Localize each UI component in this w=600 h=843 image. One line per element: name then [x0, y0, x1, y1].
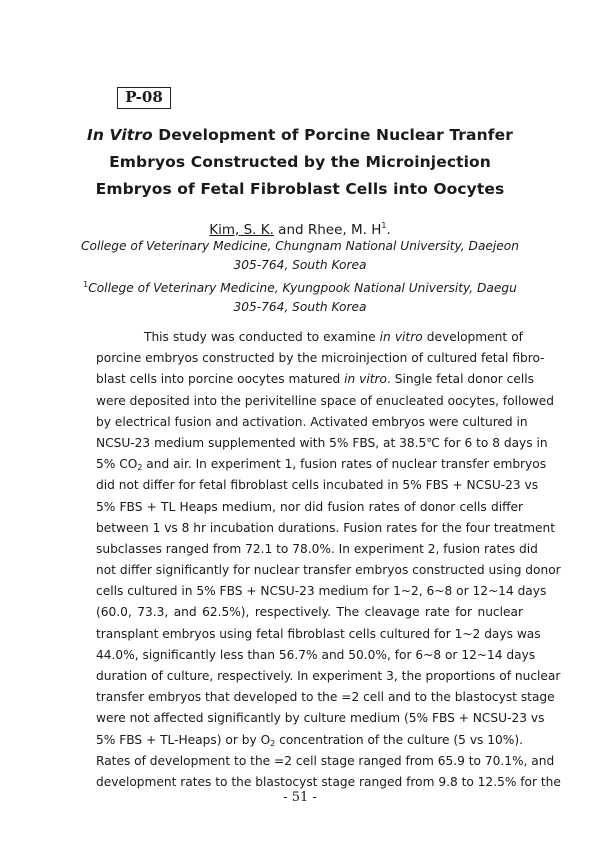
- abstract-text: This study was conducted to examine: [144, 330, 380, 344]
- title-line-1: [87, 126, 513, 144]
- abstract-line: [96, 730, 523, 751]
- abstract-line: not differ significantly for nuclear transfer embryos constructed using donor: [96, 563, 561, 578]
- abstract-line: by electrical fusion and activation. Activated embryos were cultured in: [96, 414, 528, 429]
- author-superscript: 1: [381, 221, 387, 230]
- abstract-line: transfer embryos that developed to the =2 cell and to the blastocyst stage: [96, 690, 555, 705]
- abstract-text: 5% CO: [96, 457, 138, 472]
- paper-code-box: P-08: [117, 87, 171, 109]
- affiliation-2-text: College of Veterinary Medicine, Kyungpook National University, Daegu: [88, 281, 517, 295]
- abstract-text: concentration of the culture (5 vs 10%).: [275, 732, 523, 747]
- abstract-text: and air. In experiment 1, fusion rates of nuclear transfer embryos: [142, 457, 547, 472]
- other-authors: and Rhee, M. H: [273, 222, 382, 238]
- abstract-subscript: 2: [270, 738, 276, 748]
- abstract-text: development of: [422, 330, 523, 344]
- first-author: Kim, S. K.: [209, 222, 274, 238]
- affiliation-2-superscript: 1: [83, 280, 89, 289]
- title-line-1-rest: Development of Porcine Nuclear Tranfer: [152, 126, 513, 144]
- author-end: .: [386, 222, 391, 238]
- abstract-line: Rates of development to the =2 cell stage ranged from 65.9 to 70.1%, and: [96, 753, 555, 768]
- abstract-line: NCSU-23 medium supplemented with 5% FBS, at 38.5℃ for 6 to 8 days in: [96, 435, 548, 450]
- title-line-3: Embryos of Fetal Fibroblast Cells into Oocytes: [95, 180, 505, 198]
- affiliation-1-line-1: College of Veterinary Medicine, Chungnam National University, Daejeon: [81, 239, 519, 253]
- abstract-body: [96, 327, 561, 793]
- affiliation-1-line-2: 305-764, South Korea: [233, 258, 367, 272]
- page-number: - 51 -: [283, 790, 317, 805]
- abstract-line: [96, 454, 547, 475]
- paper-title: [0, 122, 600, 203]
- abstract-text: 5% FBS + TL-Heaps) or by O: [96, 732, 271, 747]
- title-italic-term: In Vitro: [87, 126, 153, 144]
- abstract-text: . Single fetal donor cells: [387, 372, 534, 387]
- abstract-line: duration of culture, respectively. In experiment 3, the proportions of nuclear: [96, 669, 561, 683]
- abstract-line: [96, 327, 523, 348]
- abstract-line: (60.0, 73.3, and 62.5%), respectively. The cleavage rate for nuclear: [96, 605, 523, 620]
- abstract-line: did not differ for fetal fibroblast cells incubated in 5% FBS + NCSU-23 vs: [96, 478, 539, 493]
- abstract-italic: in vitro: [379, 330, 423, 344]
- abstract-line: development rates to the blastocyst stage ranged from 9.8 to 12.5% for the: [96, 774, 561, 789]
- abstract-line: were not affected significantly by culture medium (5% FBS + NCSU-23 vs: [96, 711, 545, 726]
- abstract-line: 5% FBS + TL Heaps medium, nor did fusion rates of donor cells differ: [96, 499, 523, 514]
- abstract-italic: in vitro: [344, 372, 387, 387]
- abstract-line: [96, 369, 534, 390]
- affiliation-2-line-2: 305-764, South Korea: [233, 300, 367, 314]
- affiliation-2-line-1: [0, 275, 600, 298]
- abstract-subscript: 2: [137, 463, 143, 473]
- abstract-line: 44.0%, significantly less than 56.7% and 50.0%, for 6~8 or 12~14 days: [96, 647, 536, 662]
- abstract-line: were deposited into the perivitelline space of enucleated oocytes, followed: [96, 393, 555, 408]
- abstract-text: blast cells into porcine oocytes matured: [96, 372, 345, 387]
- title-line-2: Embryos Constructed by the Microinjection: [109, 153, 491, 171]
- abstract-line: between 1 vs 8 hr incubation durations. Fusion rates for the four treatment: [96, 520, 556, 535]
- abstract-line: transplant embryos using fetal fibroblast cells cultured for 1~2 days was: [96, 626, 541, 641]
- abstract-line: subclasses ranged from 72.1 to 78.0%. In experiment 2, fusion rates did: [96, 541, 538, 556]
- affiliations: [0, 237, 600, 317]
- abstract-line: cells cultured in 5% FBS + NCSU-23 medium for 1~2, 6~8 or 12~14 days: [96, 584, 547, 599]
- abstract-line: porcine embryos constructed by the microinjection of cultured fetal fibro-: [96, 351, 545, 366]
